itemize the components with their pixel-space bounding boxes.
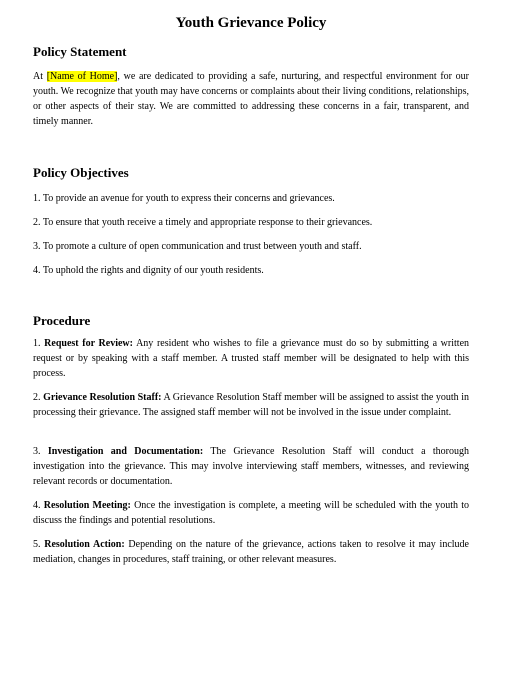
step-label: Investigation and Documentation:	[47, 446, 204, 457]
step-number: 1.	[33, 338, 45, 349]
procedure-heading: Procedure	[33, 313, 91, 328]
step-number: 3.	[33, 446, 48, 457]
procedure-step-4	[33, 498, 469, 528]
objective-item-1: 1. To provide an avenue for youth to express their concerns and grievances.	[33, 193, 335, 204]
step-text: Once the investigation is complete, a meeting will be scheduled with the youth to discuss the findings and potential resolutions.	[33, 500, 469, 526]
step-label: Resolution Action:	[44, 539, 125, 550]
step-text: Depending on the nature of the grievance, actions taken to resolve it may include mediation, changes in procedures, staff training, or other relevant measures.	[33, 539, 469, 565]
objective-item-4: 4. To uphold the rights and dignity of our youth residents.	[33, 265, 264, 276]
policy-statement-paragraph	[33, 69, 469, 129]
procedure-step-5	[33, 537, 469, 567]
policy-statement-prefix: At	[33, 71, 47, 82]
procedure-step-3	[33, 444, 469, 489]
step-text: Any resident who wishes to file a grievance must do so by submitting a written request or by speaking with a staff member. A trusted staff member will be designated to help with this process.	[33, 338, 470, 379]
step-number: 2.	[33, 392, 44, 403]
objective-item-2: 2. To ensure that youth receive a timely and appropriate response to their grievances.	[33, 217, 373, 228]
step-text: A Grievance Resolution Staff member will be assigned to assist the youth in processing their grievance. The assigned staff member will not be involved in the issue under complaint.	[33, 392, 469, 418]
procedure-step-2	[33, 390, 469, 420]
step-number: 4.	[33, 500, 44, 511]
document-title: Youth Grievance Policy	[175, 15, 327, 31]
step-label: Resolution Meeting:	[43, 500, 131, 511]
home-name-placeholder: [Name of Home]	[46, 71, 118, 82]
objective-item-3: 3. To promote a culture of open communication and trust between youth and staff.	[33, 241, 362, 252]
policy-statement-heading: Policy Statement	[33, 44, 127, 59]
step-text: The Grievance Resolution Staff will conduct a thorough investigation into the grievance. This may involve interviewing staff members, witnesses, and reviewing relevant records or documentation.	[33, 446, 469, 487]
step-number: 5.	[33, 539, 45, 550]
step-label: Grievance Resolution Staff:	[43, 392, 162, 403]
step-label: Request for Review:	[44, 338, 133, 349]
policy-objectives-heading: Policy Objectives	[33, 165, 129, 180]
procedure-step-1	[33, 336, 469, 381]
policy-statement-text: , we are dedicated to providing a safe, nurturing, and respectful environment for our youth. We recognize that youth may have concerns or complaints about their living conditions, relationships, or other aspects of their stay. We are committed to addressing these concerns in a fair, transparent, and timely manner.	[33, 71, 470, 127]
